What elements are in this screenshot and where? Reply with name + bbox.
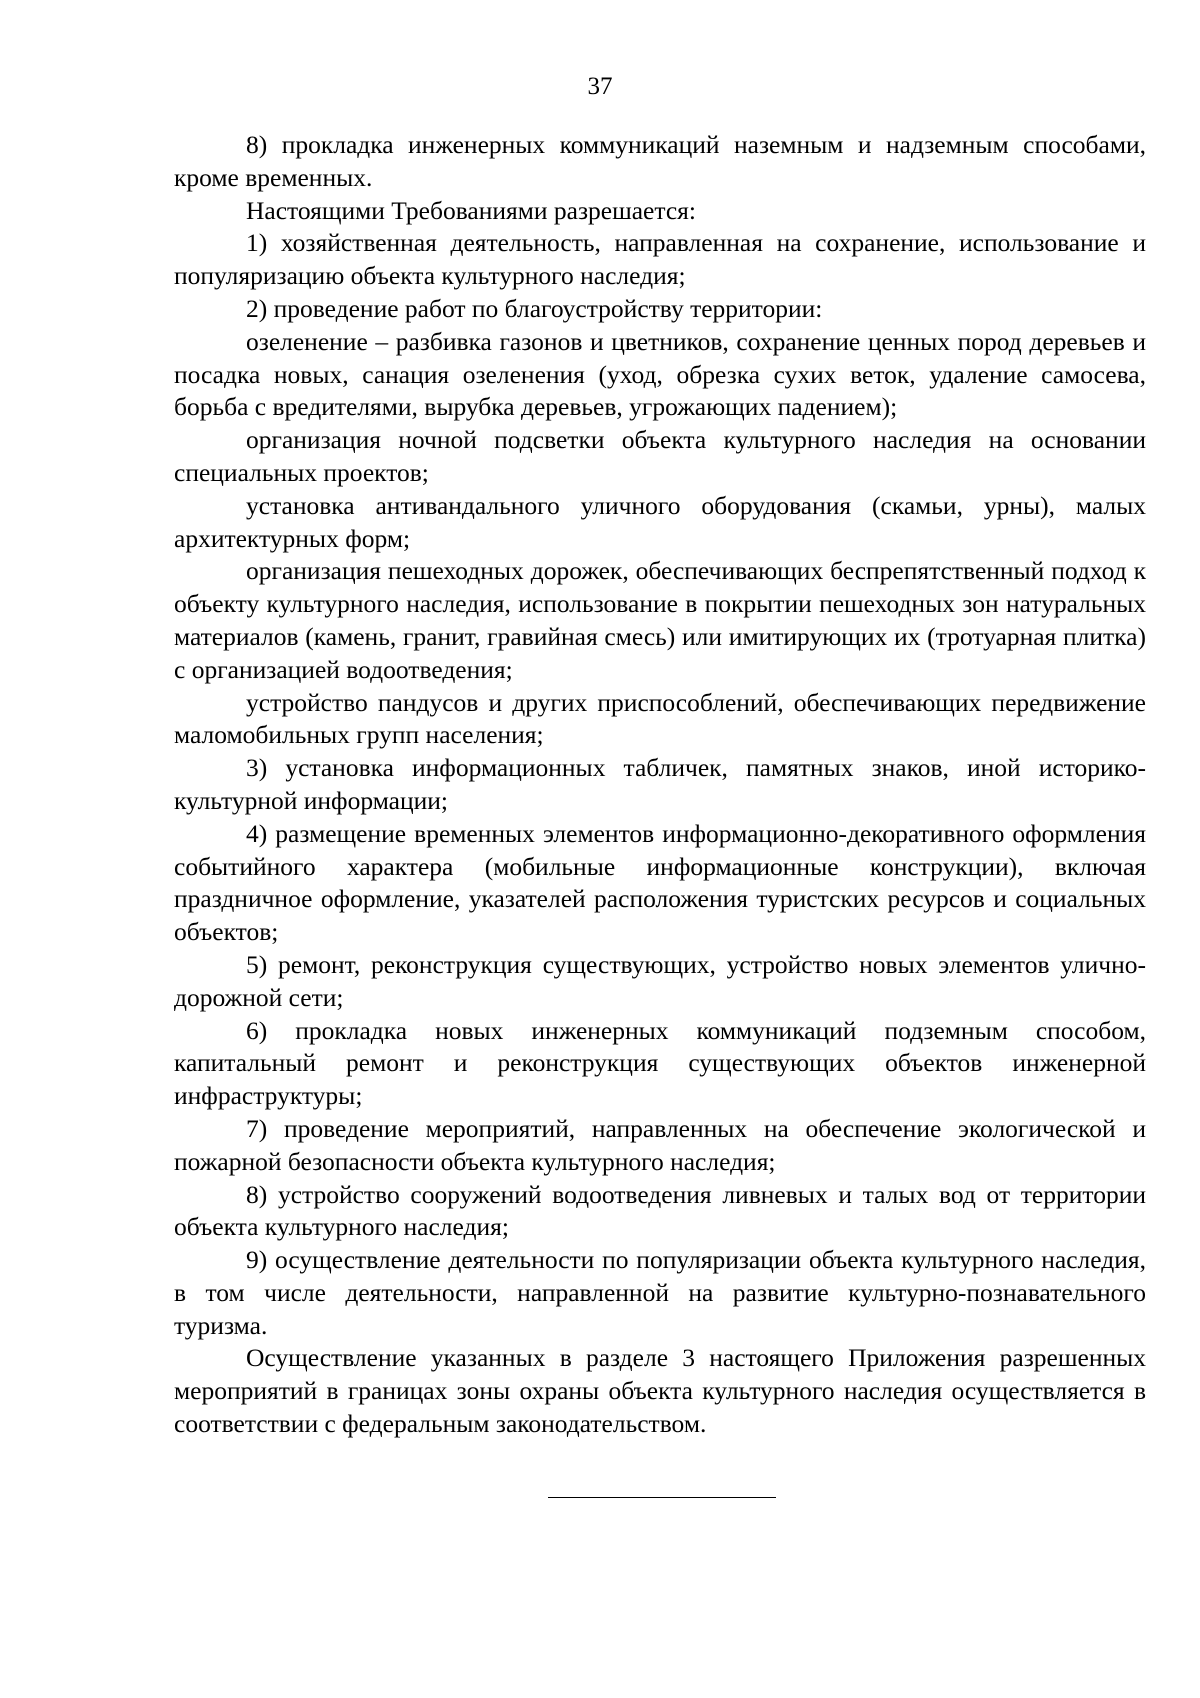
paragraph-item-3-info-plaques: 3) установка информационных табличек, памятных знаков, иной историко-культурной информации;: [174, 753, 1146, 815]
paragraph-item-7-safety: 7) проведение мероприятий, направленных на обеспечение экологической и пожарной безопасности объекта культурного наследия;: [174, 1113, 1146, 1176]
end-separator-line: [548, 1497, 776, 1498]
paragraph-item-1-economic-activity: 1) хозяйственная деятельность, направленная на сохранение, использование и популяризацию объекта культурного наследия;: [174, 228, 1146, 291]
paragraph-item-5-road-network: 5) ремонт, реконструкция существующих, устройство новых элементов улично-дорожной сети;: [174, 949, 1146, 1012]
paragraph-item-9-popularization: 9) осуществление деятельности по популяризации объекта культурного наследия, в том числе деятельности, направленной на развитие культурно-познавательного туризма.: [174, 1245, 1146, 1340]
paragraph-item-8-drainage: 8) устройство сооружений водоотведения ливневых и талых вод от территории объекта культурного наследия;: [174, 1179, 1146, 1242]
paragraph-ramps: устройство пандусов и других приспособлений, обеспечивающих передвижение маломобильных групп населения;: [174, 687, 1146, 750]
paragraph-permitted-intro: Настоящими Требованиями разрешается:: [246, 195, 696, 225]
paragraph-item-8-overground-utilities: 8) прокладка инженерных коммуникаций наземным и надземным способами, кроме временных.: [174, 130, 1146, 192]
paragraph-item-6-underground-utilities: 6) прокладка новых инженерных коммуникаций подземным способом, капитальный ремонт и реконструкция существующих объектов инженерной инфраструктуры;: [174, 1015, 1146, 1111]
paragraph-pedestrian-paths: организация пешеходных дорожек, обеспечивающих беспрепятственный подход к объекту культурного наследия, использование в покрытии пешеходных зон натуральных материалов (камень, гранит, гравийная смесь) или имитирующих их (тротуарная плитка) с организацией водоотведения;: [174, 556, 1146, 684]
paragraph-closing: Осуществление указанных в разделе 3 настоящего Приложения разрешенных мероприятий в границах зоны охраны объекта культурного наследия осуществляется в соответствии с федеральным законодательством.: [174, 1343, 1146, 1439]
paragraph-street-furniture: установка антивандального уличного оборудования (скамьи, урны), малых архитектурных форм;: [174, 490, 1146, 553]
paragraph-item-2-landscaping: 2) проведение работ по благоустройству территории:: [246, 293, 823, 323]
page-number: 37: [587, 73, 613, 100]
paragraph-night-lighting: организация ночной подсветки объекта культурного наследия на основании специальных проектов;: [174, 425, 1146, 487]
document-body: [174, 129, 1146, 1441]
paragraph-item-4-temporary-decor: 4) размещение временных элементов информационно-декоративного оформления событийного характера (мобильные информационные конструкции), включая праздничное оформление, указателей расположения туристских ресурсов и социальных объектов;: [174, 818, 1146, 947]
paragraph-greening: озеленение – разбивка газонов и цветников, сохранение ценных пород деревьев и посадка новых, санация озеленения (уход, обрезка сухих веток, удаление самосева, борьба с вредителями, вырубка деревьев, угрожающих падением);: [174, 326, 1146, 422]
